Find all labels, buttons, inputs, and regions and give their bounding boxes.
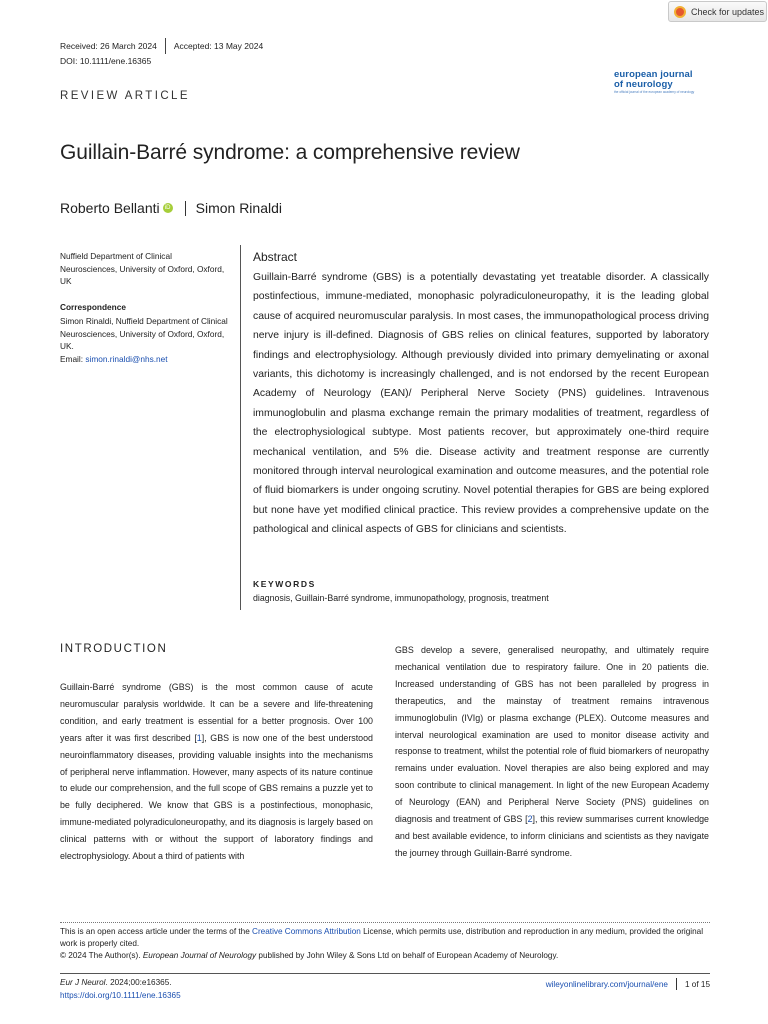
- footer-right: [546, 978, 710, 990]
- journal-name-line2: of neurology: [614, 79, 673, 90]
- journal-logo: [614, 70, 714, 95]
- journal-tagline: the official journal of the european academy of neurology: [614, 90, 695, 94]
- affiliation: Nuffield Department of Clinical Neurosciences, University of Oxford, Oxford, UK: [60, 251, 225, 287]
- reference-link-1[interactable]: 1: [196, 732, 202, 743]
- check-for-updates-button[interactable]: [668, 1, 767, 22]
- keywords-list: diagnosis, Guillain-Barré syndrome, immunopathology, prognosis, treatment: [253, 593, 549, 603]
- reference-link-2[interactable]: 2: [527, 814, 533, 825]
- author-list: [60, 200, 282, 216]
- introduction-right-column: [395, 642, 709, 862]
- citation-journal: Eur J Neurol: [60, 978, 106, 987]
- article-title: Guillain-Barré syndrome: a comprehensive review: [60, 141, 520, 164]
- keywords-heading: KEYWORDS: [253, 579, 316, 589]
- check-for-updates-label: Check for updates: [691, 6, 765, 17]
- abstract-heading: Abstract: [253, 250, 298, 264]
- email-label: Email:: [60, 353, 86, 364]
- correspondence-body: [60, 315, 228, 365]
- article-doi: DOI: 10.1111/ene.16365: [60, 56, 152, 66]
- copyright-text: published by John Wiley & Sons Ltd on behalf of European Academy of Neurology.: [256, 951, 559, 960]
- author-divider: [185, 201, 186, 216]
- article-type: REVIEW ARTICLE: [60, 90, 190, 102]
- intro-text-part: GBS develop a severe, generalised neuropathy, and ultimately require mechanical ventilation due to respiratory failure. One in 20 patients die. Increased understanding of GBS has not been paralleled by progress in therapeutics, and the mainstay of treatment remains intravenous immunoglobulin (IVIg) or plasma exchange (PLEX). Outcome measures and interval neurological examination are used to monitor disease activity and response to treatment, whilst the potential role of fluid biomarkers of neuropathy remains under evaluation. Novel therapies are also being explored and may soon contribute to clinical management. In light of the new European Academy of Neurology (EAN) and Peripheral Nerve Society (PNS) guidelines on diagnosis and treatment of GBS [: [395, 645, 709, 825]
- date-divider: [165, 38, 166, 54]
- license-text: License, which permits use, distribution and reproduction in any medium, provided the original work is properly cited.: [60, 927, 704, 949]
- author-bellanti[interactable]: Roberto Bellanti: [60, 200, 160, 216]
- correspondence-address: Simon Rinaldi, Nuffield Department of Clinical Neurosciences, University of Oxford, Oxford, UK.: [60, 316, 228, 352]
- cc-license-link[interactable]: Creative Commons Attribution: [252, 927, 361, 936]
- accepted-date: Accepted: 13 May 2024: [173, 41, 264, 51]
- abstract-text: Guillain-Barré syndrome (GBS) is a potentially devastating yet treatable disorder. A classically postinfectious, immune-mediated, monophasic polyradiculoneuropathy, it is the leading global cause of acquired neuromuscular paralysis. In most cases, the immunopathological process driving nerve injury is ill-defined. Diagnosis of GBS relies on clinical features, supported by laboratory findings and electrophysiology. Although previously divided into primary demyelinating or axonal variants, this dichotomy is increasingly challenged, and is not endorsed by the recent European Academy of Neurology (EAN)/ Peripheral Nerve Society (PNS) guidelines. Intravenous immunoglobulin and plasma exchange remain the primary modalities of treatment, regardless of the electrophysiological subtype. Most patients recover, but approximately one-third require mechanical ventilation, and 5% die. Disease activity and treatment response are currently monitored through interval neurological examination and outcome measures, and the potential role of fluid biomarkers is under ongoing scrutiny. Novel potential therapies for GBS are being explored but none have yet modified clinical practice. This review provides a comprehensive update on the pathological and clinical aspects of GBS for clinicians and scientists.: [253, 272, 709, 536]
- footer-separator: [676, 978, 677, 990]
- copyright-journal: European Journal of Neurology: [142, 951, 257, 960]
- copyright-notice: [60, 951, 558, 960]
- footer-divider: [60, 973, 710, 974]
- page-number: 1 of 15: [684, 979, 710, 989]
- journal-name-line1: european journal: [614, 69, 693, 80]
- received-date: Received: 26 March 2024: [60, 41, 157, 51]
- author-rinaldi[interactable]: Simon Rinaldi: [195, 200, 282, 216]
- intro-text-part: ], GBS is now one of the best understood neuroinflammatory diseases, providing valuable insights into the mechanisms of peripheral nerve inflammation. However, many aspects of its nature continue to elude our comprehension, and the full scope of GBS remains a puzzle yet to be fully deciphered. We know that GBS is a postinfectious, monophasic, immune-mediated polyradiculoneuropathy, and its diagnosis is largely based on clinical patterns with or without the support of laboratory findings and electrophysiology. About a third of patients with: [60, 732, 373, 862]
- journal-url-link[interactable]: wileyonlinelibrary.com/journal/ene: [545, 979, 668, 989]
- footer-citation: [60, 978, 172, 987]
- introduction-left-column: [60, 679, 373, 865]
- intro-text-part: Guillain-Barré syndrome (GBS) is the most common cause of acute neuromuscular paralysis worldwide. It can be a severe and life-threatening condition, and early treatment is essential for a better prognosis. Over 100 years after it was first described [: [60, 682, 373, 743]
- correspondence-heading: Correspondence: [60, 302, 126, 312]
- article-dates: [60, 38, 263, 54]
- copyright-text: © 2024 The Author(s).: [60, 951, 143, 960]
- introduction-heading: INTRODUCTION: [60, 643, 168, 655]
- crossmark-icon: [674, 6, 686, 18]
- license-text: This is an open access article under the terms of the: [60, 927, 253, 936]
- footer-doi-link[interactable]: https://doi.org/10.1111/ene.16365: [60, 991, 181, 1000]
- orcid-icon[interactable]: iD: [163, 203, 173, 213]
- email-link[interactable]: simon.rinaldi@nhs.net: [85, 353, 168, 364]
- license-notice: [60, 926, 710, 951]
- citation-details: . 2024;00:e16365.: [105, 978, 172, 987]
- license-divider: [60, 922, 710, 923]
- intro-text-part: ], this review summarises current knowledge and best available evidence, to inform clinicians and scientists as they navigate the journey through Guillain-Barré syndrome.: [395, 814, 709, 858]
